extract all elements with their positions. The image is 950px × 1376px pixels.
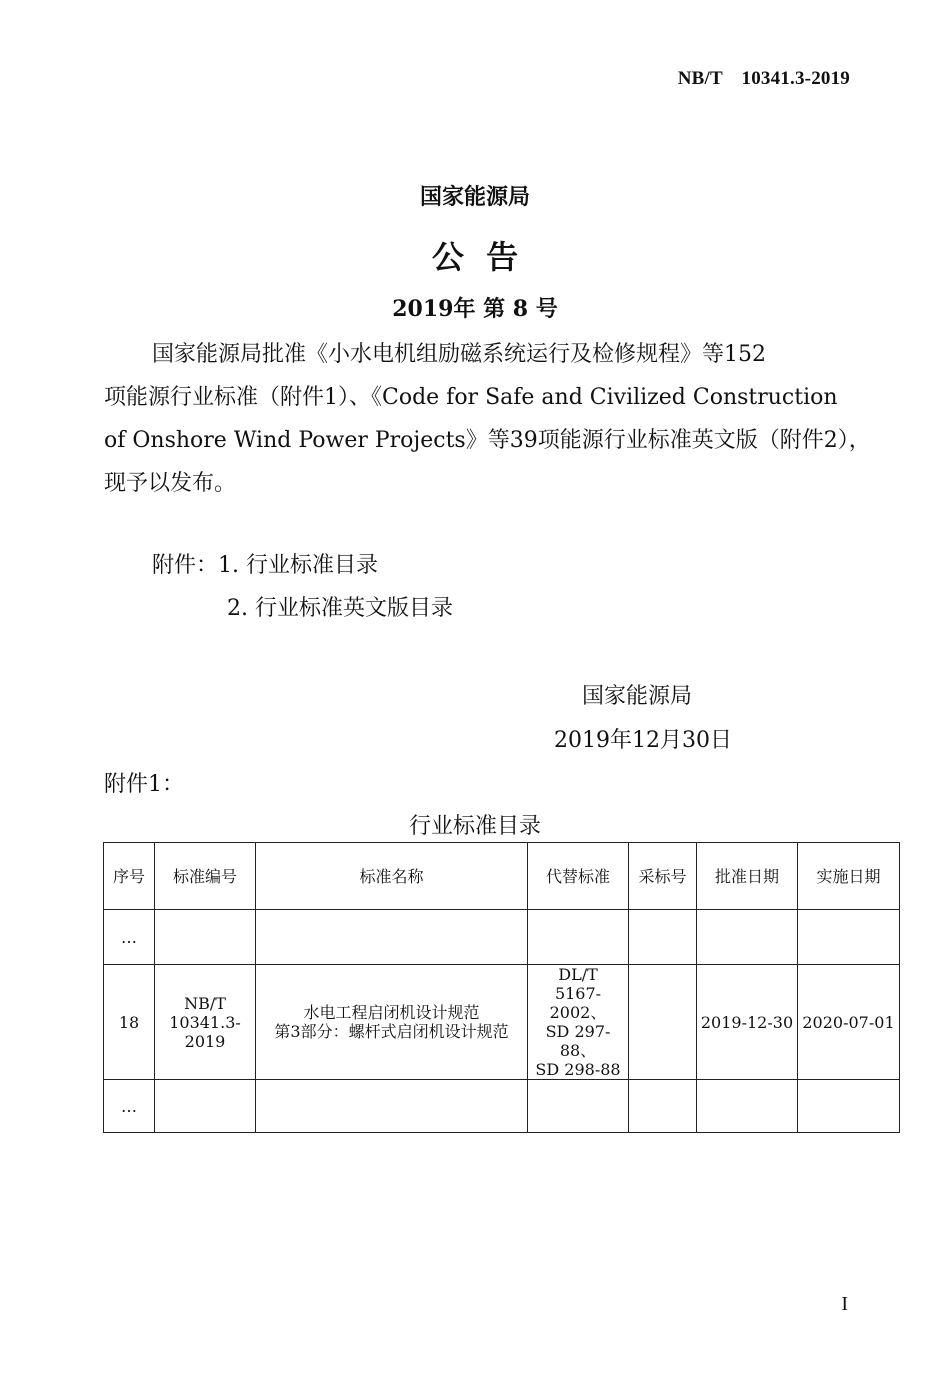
standard-code-line: NB/T	[184, 993, 226, 1013]
empty-cell	[629, 1080, 697, 1133]
column-header: 代替标准	[528, 843, 629, 910]
row-number: …	[104, 910, 155, 965]
body-line: 现予以发布。	[104, 471, 237, 496]
table-row	[104, 1080, 900, 1133]
empty-cell	[697, 910, 798, 965]
appendix-label: 附件1：	[104, 772, 184, 797]
body-line: 项能源行业标准（附件1）、《Code for Safe and Civilized Construction	[104, 385, 838, 410]
table-row	[104, 910, 900, 965]
column-header: 标准名称	[256, 843, 528, 910]
body-line: 国家能源局批准《小水电机组励磁系统运行及检修规程》等152	[152, 342, 766, 367]
attachments-list: 附件：1. 行业标准目录	[152, 553, 378, 578]
replaced-standards-cell	[528, 965, 629, 1080]
empty-cell	[256, 1080, 528, 1133]
row-number: …	[104, 1080, 155, 1133]
announcement-body	[104, 333, 871, 505]
announcement-title: 公 告	[431, 238, 519, 276]
replaced-line: 5167-2002、	[549, 984, 607, 1022]
standard-name-cell	[256, 965, 528, 1080]
standard-name-line: 水电工程启闭机设计规范	[303, 1003, 480, 1022]
approval-date-cell: 2019-12-30	[697, 965, 798, 1080]
column-header: 序号	[104, 843, 155, 910]
empty-cell	[697, 1080, 798, 1133]
standard-name-line: 第3部分：螺杆式启闭机设计规范	[274, 1022, 509, 1041]
standard-code-cell	[155, 965, 256, 1080]
replaced-line: SD 297-88、	[545, 1022, 611, 1060]
issuer-heading: 国家能源局	[419, 184, 530, 210]
replaced-line: SD 298-88	[535, 1060, 621, 1079]
table-row	[104, 965, 900, 1080]
replaced-line: DL/T	[558, 965, 598, 984]
empty-cell	[155, 910, 256, 965]
body-line: of Onshore Wind Power Projects》等39项能源行业标准英文版（附件2），	[104, 428, 871, 453]
table-title: 行业标准目录	[408, 814, 541, 839]
empty-cell	[528, 910, 629, 965]
signature-organization: 国家能源局	[582, 684, 693, 709]
standards-table	[103, 842, 900, 1133]
empty-cell	[798, 1080, 900, 1133]
issue-number: 2019年 第 8 号	[392, 296, 558, 322]
empty-cell	[629, 910, 697, 965]
effective-date-cell: 2020-07-01	[798, 965, 900, 1080]
standard-code-header: NB/T 10341.3-2019	[677, 68, 850, 89]
empty-cell	[256, 910, 528, 965]
column-header: 批准日期	[697, 843, 798, 910]
adoption-cell	[629, 965, 697, 1080]
page-number: I	[841, 1293, 848, 1315]
column-header: 实施日期	[798, 843, 900, 910]
row-number: 18	[104, 965, 155, 1080]
empty-cell	[798, 910, 900, 965]
column-header: 标准编号	[155, 843, 256, 910]
attachment-item-2: 2. 行业标准英文版目录	[227, 596, 453, 621]
empty-cell	[155, 1080, 256, 1133]
table-header-row	[104, 843, 900, 910]
signature-date: 2019年12月30日	[554, 728, 732, 753]
column-header: 采标号	[629, 843, 697, 910]
empty-cell	[528, 1080, 629, 1133]
standard-code-line: 10341.3-2019	[169, 1012, 241, 1051]
